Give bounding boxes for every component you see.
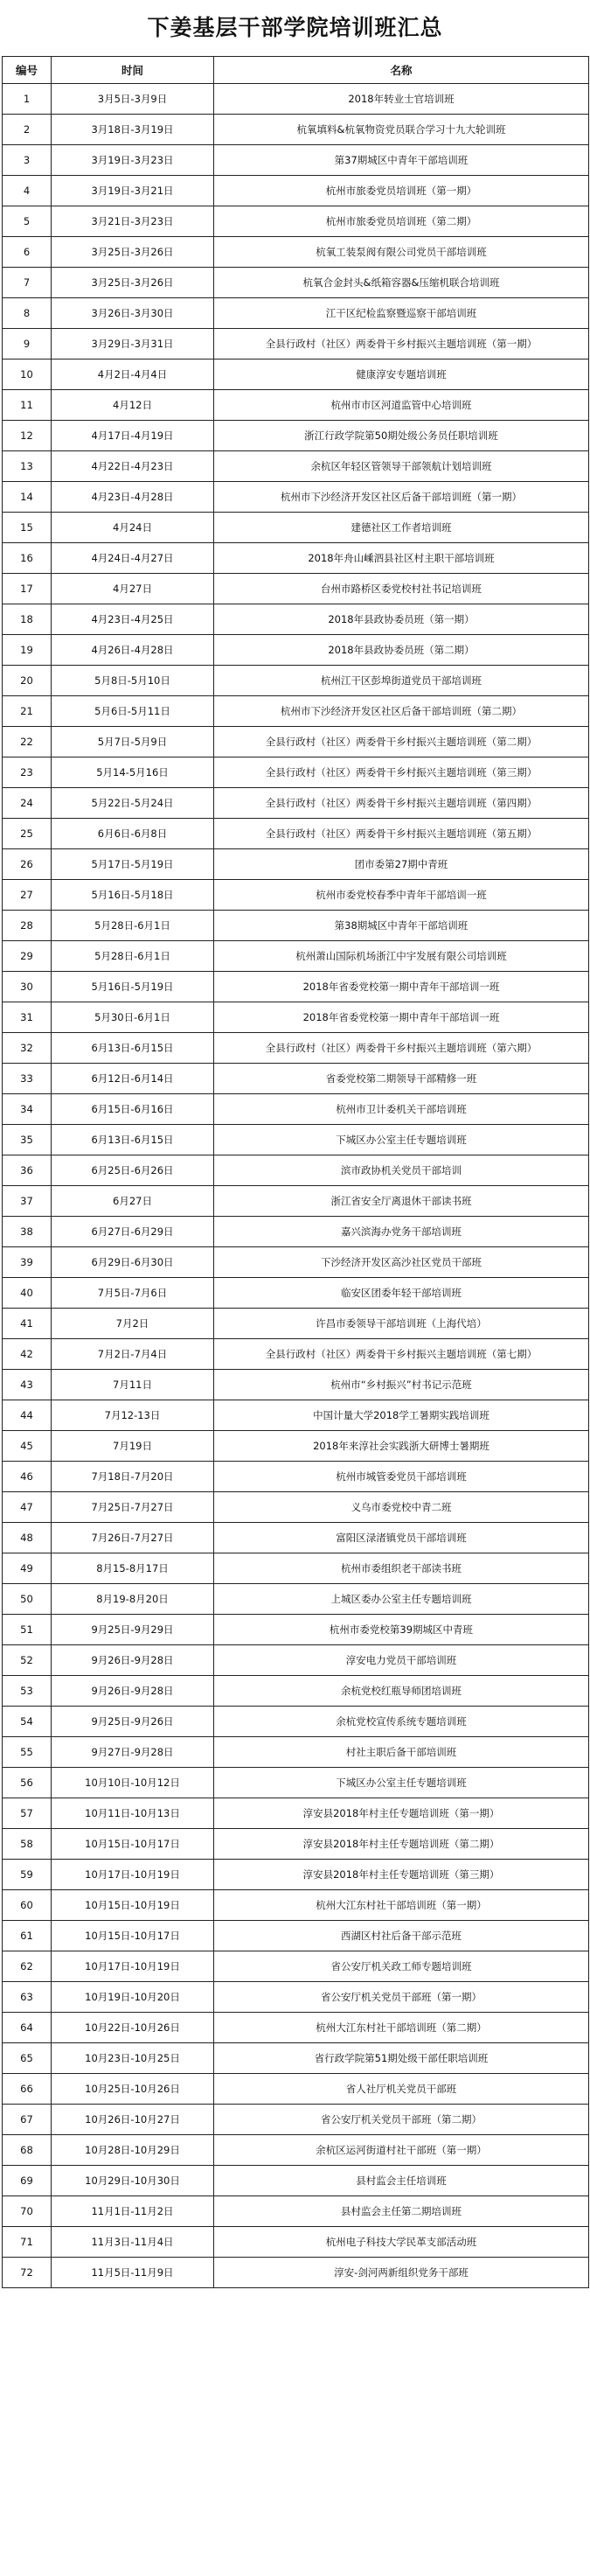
row-time: 8月19-8月20日 [52, 1584, 214, 1615]
row-number: 38 [3, 1217, 52, 1247]
table-row [3, 1676, 589, 1707]
row-name: 全县行政村（社区）两委骨干乡村振兴主题培训班（第七期） [214, 1339, 589, 1370]
row-number: 14 [3, 482, 52, 513]
row-number: 36 [3, 1155, 52, 1186]
row-time: 4月24日 [52, 513, 214, 543]
table-row [3, 972, 589, 1002]
header-name: 名称 [214, 57, 589, 84]
row-name: 省公安厅机关党员干部班（第二期） [214, 2105, 589, 2135]
row-time: 7月2日 [52, 1309, 214, 1339]
row-name: 杭州电子科技大学民革支部活动班 [214, 2227, 589, 2258]
table-row [3, 1860, 589, 1890]
table-row [3, 1829, 589, 1860]
table-row [3, 237, 589, 268]
row-number: 20 [3, 666, 52, 696]
row-time: 7月25日-7月27日 [52, 1492, 214, 1523]
row-time: 11月5日-11月9日 [52, 2258, 214, 2288]
row-time: 6月12日-6月14日 [52, 1064, 214, 1094]
row-number: 68 [3, 2135, 52, 2166]
table-row [3, 911, 589, 941]
row-name: 杭氧合金封头&纸箱容器&压缩机联合培训班 [214, 268, 589, 298]
row-time: 7月12-13日 [52, 1400, 214, 1431]
row-time: 10月22日-10月26日 [52, 2013, 214, 2043]
row-name: 杭州萧山国际机场浙江中宇发展有限公司培训班 [214, 941, 589, 972]
table-row [3, 941, 589, 972]
row-number: 43 [3, 1370, 52, 1400]
row-time: 5月6日-5月11日 [52, 696, 214, 727]
table-row [3, 115, 589, 145]
row-name: 西湖区村社后备干部示范班 [214, 1921, 589, 1951]
table-row [3, 1615, 589, 1645]
row-number: 46 [3, 1462, 52, 1492]
row-number: 11 [3, 390, 52, 421]
row-time: 5月28日-6月1日 [52, 941, 214, 972]
table-row [3, 1400, 589, 1431]
row-name: 淳安县2018年村主任专题培训班（第二期） [214, 1829, 589, 1860]
row-time: 4月27日 [52, 574, 214, 604]
row-time: 8月15-8月17日 [52, 1553, 214, 1584]
table-row [3, 574, 589, 604]
row-number: 28 [3, 911, 52, 941]
row-number: 63 [3, 1982, 52, 2013]
row-name: 建德社区工作者培训班 [214, 513, 589, 543]
row-time: 6月27日 [52, 1186, 214, 1217]
page-title: 下姜基层干部学院培训班汇总 [147, 15, 443, 40]
row-name: 杭州市“乡村振兴”村书记示范班 [214, 1370, 589, 1400]
row-number: 12 [3, 421, 52, 451]
row-number: 65 [3, 2043, 52, 2074]
table-row [3, 1094, 589, 1125]
row-name: 淳安-剑河两新组织党务干部班 [214, 2258, 589, 2288]
table-row [3, 819, 589, 849]
table-row [3, 849, 589, 880]
row-name: 下城区办公室主任专题培训班 [214, 1125, 589, 1155]
row-name: 2018年省委党校第一期中青年干部培训一班 [214, 972, 589, 1002]
row-time: 4月22日-4月23日 [52, 451, 214, 482]
table-row [3, 604, 589, 635]
row-number: 8 [3, 298, 52, 329]
row-name: 义乌市委党校中青二班 [214, 1492, 589, 1523]
row-name: 下沙经济开发区高沙社区党员干部班 [214, 1247, 589, 1278]
table-row [3, 329, 589, 360]
table-row [3, 2013, 589, 2043]
row-number: 21 [3, 696, 52, 727]
row-time: 9月27日-9月28日 [52, 1737, 214, 1768]
row-time: 10月26日-10月27日 [52, 2105, 214, 2135]
table-row [3, 1737, 589, 1768]
table-body [3, 84, 589, 2288]
table-row [3, 757, 589, 788]
table-row [3, 1002, 589, 1033]
row-number: 58 [3, 1829, 52, 1860]
row-time: 6月6日-6月8日 [52, 819, 214, 849]
row-number: 26 [3, 849, 52, 880]
row-number: 13 [3, 451, 52, 482]
table-row [3, 2105, 589, 2135]
row-time: 6月13日-6月15日 [52, 1033, 214, 1064]
row-name: 杭州市委组织老干部读书班 [214, 1553, 589, 1584]
row-name: 上城区委办公室主任专题培训班 [214, 1584, 589, 1615]
table-row [3, 696, 589, 727]
table-row [3, 1921, 589, 1951]
row-name: 余杭区年轻区管领导干部领航计划培训班 [214, 451, 589, 482]
table-row [3, 543, 589, 574]
table-row [3, 1186, 589, 1217]
row-time: 4月23日-4月28日 [52, 482, 214, 513]
row-number: 70 [3, 2196, 52, 2227]
table-row [3, 1033, 589, 1064]
row-number: 30 [3, 972, 52, 1002]
row-name: 全县行政村（社区）两委骨干乡村振兴主题培训班（第一期） [214, 329, 589, 360]
row-number: 31 [3, 1002, 52, 1033]
row-number: 41 [3, 1309, 52, 1339]
row-time: 10月28日-10月29日 [52, 2135, 214, 2166]
row-name: 团市委第27期中青班 [214, 849, 589, 880]
row-time: 10月11日-10月13日 [52, 1798, 214, 1829]
row-number: 40 [3, 1278, 52, 1309]
row-time: 10月17日-10月19日 [52, 1951, 214, 1982]
row-name: 杭州市卫计委机关干部培训班 [214, 1094, 589, 1125]
row-number: 64 [3, 2013, 52, 2043]
row-name: 省行政学院第51期处级干部任职培训班 [214, 2043, 589, 2074]
row-number: 60 [3, 1890, 52, 1921]
row-number: 62 [3, 1951, 52, 1982]
table-row [3, 145, 589, 176]
row-time: 5月8日-5月10日 [52, 666, 214, 696]
row-name: 县村监会主任培训班 [214, 2166, 589, 2196]
row-name: 淳安县2018年村主任专题培训班（第一期） [214, 1798, 589, 1829]
row-time: 3月26日-3月30日 [52, 298, 214, 329]
table-row [3, 1339, 589, 1370]
row-number: 2 [3, 115, 52, 145]
row-name: 江干区纪检监察暨巡察干部培训班 [214, 298, 589, 329]
row-time: 3月21日-3月23日 [52, 206, 214, 237]
row-name: 省公安厅机关党员干部班（第一期） [214, 1982, 589, 2013]
table-row [3, 206, 589, 237]
table-row [3, 1982, 589, 2013]
table-row [3, 1523, 589, 1553]
row-number: 32 [3, 1033, 52, 1064]
table-row [3, 451, 589, 482]
row-number: 22 [3, 727, 52, 757]
table-row [3, 268, 589, 298]
row-name: 全县行政村（社区）两委骨干乡村振兴主题培训班（第四期） [214, 788, 589, 819]
row-number: 57 [3, 1798, 52, 1829]
row-name: 滨市政协机关党员干部培训 [214, 1155, 589, 1186]
row-time: 6月13日-6月15日 [52, 1125, 214, 1155]
row-name: 杭州市旅委党员培训班（第二期） [214, 206, 589, 237]
row-name: 台州市路桥区委党校村社书记培训班 [214, 574, 589, 604]
row-number: 50 [3, 1584, 52, 1615]
row-name: 浙江行政学院第50期处级公务员任职培训班 [214, 421, 589, 451]
row-number: 16 [3, 543, 52, 574]
table-row [3, 298, 589, 329]
row-time: 5月30日-6月1日 [52, 1002, 214, 1033]
table-row [3, 1217, 589, 1247]
row-time: 4月24日-4月27日 [52, 543, 214, 574]
row-number: 27 [3, 880, 52, 911]
table-row [3, 1370, 589, 1400]
row-name: 临安区团委年轻干部培训班 [214, 1278, 589, 1309]
row-name: 杭州市委党校第39期城区中青班 [214, 1615, 589, 1645]
row-number: 66 [3, 2074, 52, 2105]
row-name: 2018年转业士官培训班 [214, 84, 589, 115]
row-time: 11月1日-11月2日 [52, 2196, 214, 2227]
row-number: 6 [3, 237, 52, 268]
row-number: 3 [3, 145, 52, 176]
row-name: 杭州江干区彭埠街道党员干部培训班 [214, 666, 589, 696]
row-time: 3月29日-3月31日 [52, 329, 214, 360]
row-number: 59 [3, 1860, 52, 1890]
table-row [3, 1645, 589, 1676]
row-name: 杭氧工装泵阀有限公司党员干部培训班 [214, 237, 589, 268]
row-time: 5月16日-5月18日 [52, 880, 214, 911]
table-row [3, 2166, 589, 2196]
row-name: 杭氧填料&杭氧物资党员联合学习十九大轮训班 [214, 115, 589, 145]
row-number: 29 [3, 941, 52, 972]
table-row [3, 1462, 589, 1492]
row-name: 省委党校第二期领导干部精修一班 [214, 1064, 589, 1094]
row-name: 全县行政村（社区）两委骨干乡村振兴主题培训班（第二期） [214, 727, 589, 757]
row-number: 39 [3, 1247, 52, 1278]
row-name: 2018年县政协委员班（第一期） [214, 604, 589, 635]
row-number: 34 [3, 1094, 52, 1125]
row-time: 4月2日-4月4日 [52, 360, 214, 390]
row-number: 54 [3, 1707, 52, 1737]
table-row [3, 635, 589, 666]
row-name: 杭州市委党校春季中青年干部培训一班 [214, 880, 589, 911]
row-name: 嘉兴滨海办党务干部培训班 [214, 1217, 589, 1247]
row-number: 35 [3, 1125, 52, 1155]
row-name: 村社主职后备干部培训班 [214, 1737, 589, 1768]
table-row [3, 788, 589, 819]
table-row [3, 1798, 589, 1829]
row-number: 10 [3, 360, 52, 390]
table-header-row [3, 57, 589, 84]
row-name: 杭州大江东村社干部培训班（第二期） [214, 2013, 589, 2043]
table-row [3, 2074, 589, 2105]
row-number: 67 [3, 2105, 52, 2135]
table-row [3, 421, 589, 451]
row-time: 4月17日-4月19日 [52, 421, 214, 451]
row-time: 9月25日-9月26日 [52, 1707, 214, 1737]
table-row [3, 880, 589, 911]
table-row [3, 2258, 589, 2288]
row-name: 全县行政村（社区）两委骨干乡村振兴主题培训班（第三期） [214, 757, 589, 788]
row-time: 6月27日-6月29日 [52, 1217, 214, 1247]
row-name: 许昌市委领导干部培训班（上海代培） [214, 1309, 589, 1339]
row-time: 6月29日-6月30日 [52, 1247, 214, 1278]
row-number: 5 [3, 206, 52, 237]
row-name: 2018年省委党校第一期中青年干部培训一班 [214, 1002, 589, 1033]
row-number: 44 [3, 1400, 52, 1431]
row-time: 9月26日-9月28日 [52, 1645, 214, 1676]
row-time: 5月7日-5月9日 [52, 727, 214, 757]
table-row [3, 390, 589, 421]
row-time: 3月25日-3月26日 [52, 268, 214, 298]
row-time: 5月28日-6月1日 [52, 911, 214, 941]
row-number: 72 [3, 2258, 52, 2288]
table-row [3, 1278, 589, 1309]
row-number: 15 [3, 513, 52, 543]
row-name: 杭州市城管委党员干部培训班 [214, 1462, 589, 1492]
row-time: 10月15日-10月17日 [52, 1829, 214, 1860]
row-name: 第38期城区中青年干部培训班 [214, 911, 589, 941]
row-name: 2018年来淳社会实践浙大研博士暑期班 [214, 1431, 589, 1462]
row-time: 5月16日-5月19日 [52, 972, 214, 1002]
row-number: 71 [3, 2227, 52, 2258]
table-row [3, 1553, 589, 1584]
row-number: 17 [3, 574, 52, 604]
row-number: 19 [3, 635, 52, 666]
row-time: 11月3日-11月4日 [52, 2227, 214, 2258]
row-name: 余杭区运河街道村社干部班（第一期） [214, 2135, 589, 2166]
row-number: 49 [3, 1553, 52, 1584]
row-time: 4月12日 [52, 390, 214, 421]
row-time: 9月25日-9月29日 [52, 1615, 214, 1645]
row-number: 37 [3, 1186, 52, 1217]
table-row [3, 360, 589, 390]
table-row [3, 1951, 589, 1982]
row-name: 杭州市下沙经济开发区社区后备干部培训班（第二期） [214, 696, 589, 727]
row-name: 2018年县政协委员班（第二期） [214, 635, 589, 666]
table-row [3, 1584, 589, 1615]
row-number: 48 [3, 1523, 52, 1553]
row-number: 24 [3, 788, 52, 819]
row-name: 杭州市下沙经济开发区社区后备干部培训班（第一期） [214, 482, 589, 513]
row-time: 7月2日-7月4日 [52, 1339, 214, 1370]
table-row [3, 1125, 589, 1155]
table-row [3, 513, 589, 543]
row-number: 33 [3, 1064, 52, 1094]
row-name: 杭州市旅委党员培训班（第一期） [214, 176, 589, 206]
row-name: 全县行政村（社区）两委骨干乡村振兴主题培训班（第五期） [214, 819, 589, 849]
row-number: 61 [3, 1921, 52, 1951]
row-name: 杭州大江东村社干部培训班（第一期） [214, 1890, 589, 1921]
row-time: 3月25日-3月26日 [52, 237, 214, 268]
row-number: 25 [3, 819, 52, 849]
row-time: 5月22日-5月24日 [52, 788, 214, 819]
table-row [3, 84, 589, 115]
row-time: 3月5日-3月9日 [52, 84, 214, 115]
table-row [3, 176, 589, 206]
table-row [3, 2135, 589, 2166]
row-name: 全县行政村（社区）两委骨干乡村振兴主题培训班（第六期） [214, 1033, 589, 1064]
row-name: 下城区办公室主任专题培训班 [214, 1768, 589, 1798]
table-row [3, 666, 589, 696]
row-name: 富阳区渌渚镇党员干部培训班 [214, 1523, 589, 1553]
row-time: 7月11日 [52, 1370, 214, 1400]
row-name: 杭州市市区河道监管中心培训班 [214, 390, 589, 421]
table-row [3, 1431, 589, 1462]
row-time: 9月26日-9月28日 [52, 1676, 214, 1707]
row-number: 4 [3, 176, 52, 206]
row-time: 7月5日-7月6日 [52, 1278, 214, 1309]
row-name: 淳安县2018年村主任专题培训班（第三期） [214, 1860, 589, 1890]
row-name: 省人社厅机关党员干部班 [214, 2074, 589, 2105]
table-row [3, 1064, 589, 1094]
row-name: 中国计量大学2018学工暑期实践培训班 [214, 1400, 589, 1431]
row-time: 10月25日-10月26日 [52, 2074, 214, 2105]
row-name: 第37期城区中青年干部培训班 [214, 145, 589, 176]
row-time: 5月14-5月16日 [52, 757, 214, 788]
row-time: 10月10日-10月12日 [52, 1768, 214, 1798]
training-table [2, 56, 589, 2288]
row-number: 23 [3, 757, 52, 788]
row-number: 9 [3, 329, 52, 360]
row-time: 10月29日-10月30日 [52, 2166, 214, 2196]
row-time: 10月15日-10月17日 [52, 1921, 214, 1951]
row-time: 5月17日-5月19日 [52, 849, 214, 880]
row-time: 3月18日-3月19日 [52, 115, 214, 145]
table-row [3, 727, 589, 757]
row-number: 55 [3, 1737, 52, 1768]
row-name: 浙江省安全厅离退休干部读书班 [214, 1186, 589, 1217]
header-time: 时间 [52, 57, 214, 84]
header-number: 编号 [3, 57, 52, 84]
row-name: 余杭党校红瓶导师团培训班 [214, 1676, 589, 1707]
row-time: 4月23日-4月25日 [52, 604, 214, 635]
table-row [3, 482, 589, 513]
row-time: 7月26日-7月27日 [52, 1523, 214, 1553]
row-number: 42 [3, 1339, 52, 1370]
row-name: 2018年舟山嵊泗县社区村主职干部培训班 [214, 543, 589, 574]
row-time: 3月19日-3月21日 [52, 176, 214, 206]
row-name: 余杭党校宣传系统专题培训班 [214, 1707, 589, 1737]
row-name: 省公安厅机关政工师专题培训班 [214, 1951, 589, 1982]
row-number: 52 [3, 1645, 52, 1676]
row-number: 69 [3, 2166, 52, 2196]
table-row [3, 1309, 589, 1339]
row-time: 7月18日-7月20日 [52, 1462, 214, 1492]
table-row [3, 1890, 589, 1921]
row-number: 18 [3, 604, 52, 635]
row-time: 6月25日-6月26日 [52, 1155, 214, 1186]
row-number: 51 [3, 1615, 52, 1645]
row-number: 45 [3, 1431, 52, 1462]
table-row [3, 2196, 589, 2227]
row-name: 健康淳安专题培训班 [214, 360, 589, 390]
row-number: 1 [3, 84, 52, 115]
row-number: 53 [3, 1676, 52, 1707]
row-name: 县村监会主任第二期培训班 [214, 2196, 589, 2227]
row-time: 3月19日-3月23日 [52, 145, 214, 176]
row-time: 6月15日-6月16日 [52, 1094, 214, 1125]
row-time: 10月15日-10月19日 [52, 1890, 214, 1921]
row-time: 4月26日-4月28日 [52, 635, 214, 666]
table-row [3, 2043, 589, 2074]
row-time: 10月17日-10月19日 [52, 1860, 214, 1890]
table-row [3, 1155, 589, 1186]
table-row [3, 1492, 589, 1523]
table-row [3, 1247, 589, 1278]
row-number: 7 [3, 268, 52, 298]
table-row [3, 1707, 589, 1737]
table-row [3, 2227, 589, 2258]
row-name: 淳安电力党员干部培训班 [214, 1645, 589, 1676]
row-number: 47 [3, 1492, 52, 1523]
table-row [3, 1768, 589, 1798]
row-time: 7月19日 [52, 1431, 214, 1462]
row-number: 56 [3, 1768, 52, 1798]
row-time: 10月19日-10月20日 [52, 1982, 214, 2013]
row-time: 10月23日-10月25日 [52, 2043, 214, 2074]
